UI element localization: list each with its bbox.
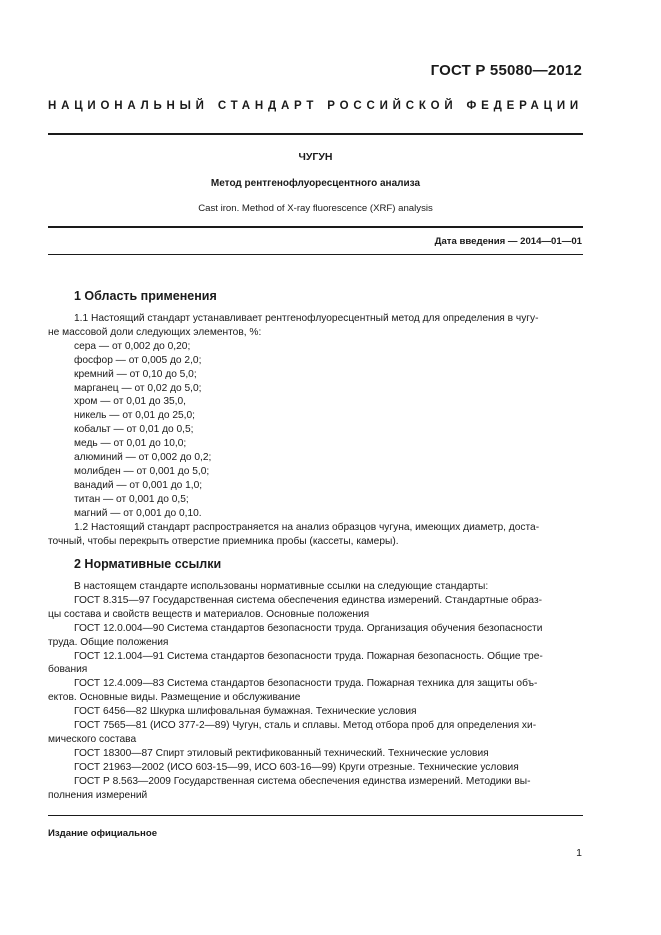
reference-line: ГОСТ 21963—2002 (ИСО 603-15—99, ИСО 603-16—99) Круги отрезные. Технические условия [74,761,519,773]
national-standard-heading [48,100,583,112]
section-1-body [48,312,583,548]
reference-line: ГОСТ 8.315—97 Государственная система обеспечения единства измерений. Стандартные образ- [74,594,543,606]
element-item: алюминий — от 0,002 до 0,2; [74,452,212,464]
paragraph-1-2-line-2: точный, чтобы перекрыть отверстие приемника пробы (кассеты, камеры). [48,535,399,547]
reference-line: ГОСТ 18300—87 Спирт этиловый ректификованный технический. Технические условия [74,747,489,759]
element-item: кобальт — от 0,01 до 0,5; [74,424,194,436]
reference-line: бования [48,664,88,676]
standard-subtitle: Метод рентгенофлуоресцентного анализа [210,178,421,189]
element-item: никель — от 0,01 до 25,0; [74,410,196,422]
intro-rule [48,254,583,255]
section-1-heading: 1 Область применения [74,289,217,303]
reference-line: труда. Общие положения [48,636,169,648]
page-number: 1 [576,847,582,859]
element-item: ванадий — от 0,001 до 1,0; [74,479,203,491]
element-item: магний — от 0,001 до 0,10. [74,507,202,519]
title-bottom-rule [48,226,583,228]
element-item: фосфор — от 0,005 до 2,0; [74,354,202,366]
element-item: титан — от 0,001 до 0,5; [74,493,189,505]
reference-line: ГОСТ 12.4.009—83 Система стандартов безопасности труда. Пожарная техника для защиты объ- [74,678,538,690]
element-item: сера — от 0,002 до 0,20; [74,340,191,352]
reference-line: мического состава [48,733,137,745]
reference-line: полнения измерений [48,789,148,801]
element-item: молибден — от 0,001 до 5,0; [74,465,210,477]
element-item: медь — от 0,01 до 10,0; [74,438,187,450]
reference-line: цы состава и свойств веществ и материалов. Основные положения [48,608,370,620]
reference-line: ГОСТ 12.0.004—90 Система стандартов безопасности труда. Организация обучения безопасности [74,622,543,634]
element-item: хром — от 0,01 до 35,0, [74,396,186,408]
reference-line: ГОСТ 12.1.004—91 Система стандартов безопасности труда. Пожарная безопасность. Общие тре- [74,650,543,662]
footer-rule [48,815,583,816]
document-number: ГОСТ Р 55080—2012 [430,62,582,79]
standard-title: ЧУГУН [298,151,333,163]
introduction-date: Дата введения — 2014—01—01 [434,236,582,247]
english-title: Cast iron. Method of X-ray fluorescence (XRF) analysis [198,203,433,214]
reference-line: ГОСТ 7565—81 (ИСО 377-2—89) Чугун, сталь и сплавы. Метод отбора проб для определения хи- [74,720,537,732]
reference-line: ГОСТ 6456—82 Шкурка шлифовальная бумажная. Технические условия [74,706,417,718]
paragraph-1-1-line-1: 1.1 Настоящий стандарт устанавливает рентгенофлуоресцентный метод для определения в чугу- [74,313,539,324]
paragraph-1-2-line-1: 1.2 Настоящий стандарт распространяется на анализ образцов чугуна, имеющих диаметр, доста- [74,521,540,533]
reference-line: ГОСТ Р 8.563—2009 Государственная система обеспечения единства измерений. Методики вы- [74,775,531,787]
section-2-heading: 2 Нормативные ссылки [74,557,222,571]
top-rule [48,133,583,135]
element-item: марганец — от 0,02 до 5,0; [74,382,202,394]
reference-line: В настоящем стандарте использованы нормативные ссылки на следующие стандарты: [74,581,489,592]
national-standard-text: НАЦИОНАЛЬНЫЙ СТАНДАРТ РОССИЙСКОЙ ФЕДЕРАЦИИ [48,100,583,112]
official-edition-label: Издание официальное [48,828,158,839]
element-item: кремний — от 0,10 до 5,0; [74,368,197,380]
reference-line: ектов. Основные виды. Размещение и обслуживание [48,692,301,704]
paragraph-1-1-line-2: не массовой доли следующих элементов, %: [48,326,262,338]
section-2-body [48,580,583,803]
